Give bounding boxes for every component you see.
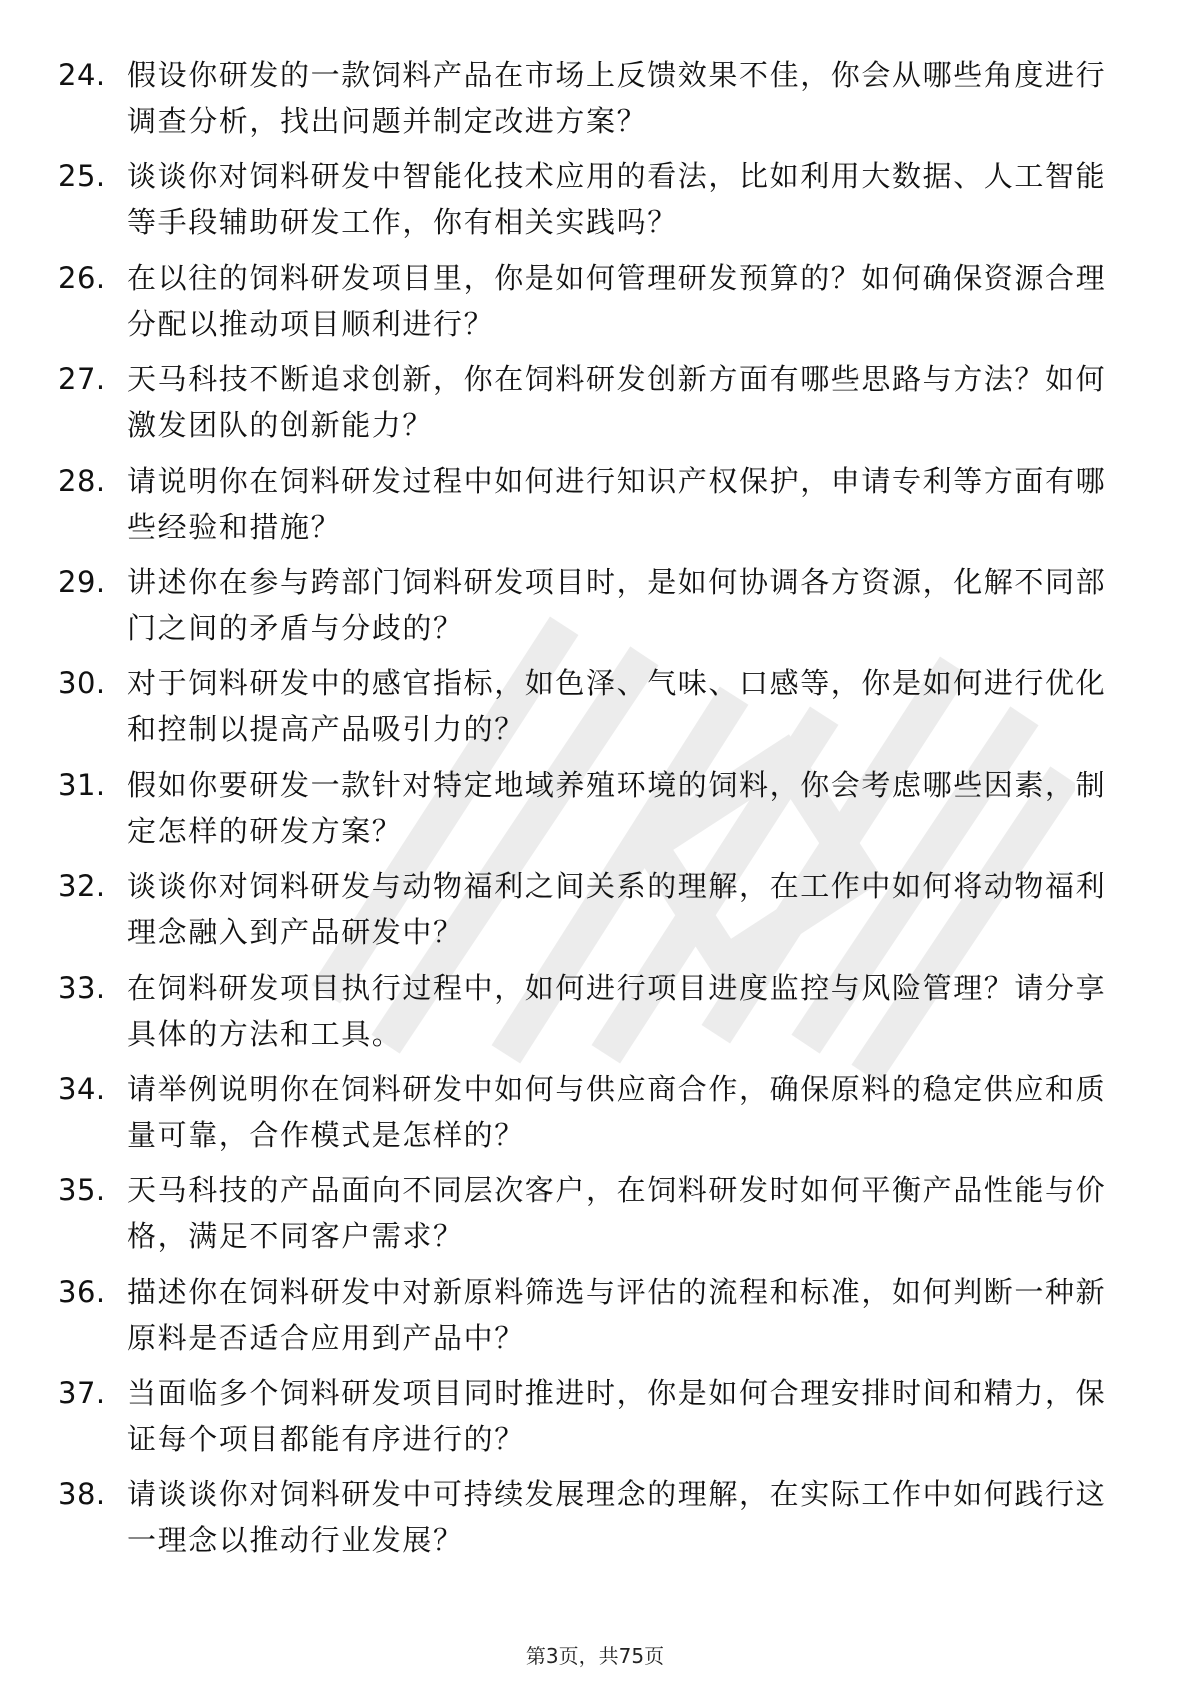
question-text: 对于饲料研发中的感官指标，如色泽、气味、口感等，你是如何进行优化和控制以提高产品吸引力的？	[127, 666, 1107, 747]
question-number: 29.	[58, 564, 106, 599]
question-text: 假设你研发的一款饲料产品在市场上反馈效果不佳，你会从哪些角度进行调查分析，找出问题并制定改进方案？	[127, 58, 1107, 138]
question-text: 请说明你在饲料研发过程中如何进行知识产权保护，申请专利等方面有哪些经验和措施？	[127, 463, 1107, 544]
question-item	[58, 1167, 1138, 1268]
question-text: 假如你要研发一款针对特定地域养殖环境的饲料，你会考虑哪些因素，制定怎样的研发方案？	[127, 767, 1107, 848]
question-text: 描述你在饲料研发中对新原料筛选与评估的流程和标准，如何判断一种新原料是否适合应用到产品中？	[127, 1274, 1107, 1355]
question-item	[58, 1471, 1138, 1572]
question-number: 35.	[58, 1173, 106, 1208]
question-number: 36.	[58, 1274, 106, 1309]
question-number: 30.	[58, 666, 106, 701]
question-text: 谈谈你对饲料研发中智能化技术应用的看法，比如利用大数据、人工智能等手段辅助研发工作，你有相关实践吗？	[127, 159, 1107, 240]
question-number: 34.	[58, 1071, 106, 1106]
question-item	[58, 559, 1138, 660]
question-text: 在以往的饲料研发项目里，你是如何管理研发预算的？如何确保资源合理分配以推动项目顺利进行？	[127, 260, 1107, 341]
question-text: 请谈谈你对饲料研发中可持续发展理念的理解，在实际工作中如何践行这一理念以推动行业发展？	[127, 1477, 1107, 1558]
question-item	[58, 1066, 1138, 1167]
question-number: 38.	[58, 1477, 106, 1512]
question-text: 请举例说明你在饲料研发中如何与供应商合作，确保原料的稳定供应和质量可靠，合作模式是怎样的？	[127, 1071, 1107, 1152]
question-number: 26.	[58, 260, 106, 295]
question-item	[58, 52, 1138, 153]
question-item	[58, 965, 1138, 1066]
question-item	[58, 458, 1138, 559]
question-list	[58, 52, 1138, 1573]
question-number: 32.	[58, 869, 106, 904]
question-item	[58, 762, 1138, 863]
question-item	[58, 356, 1138, 457]
question-text: 在饲料研发项目执行过程中，如何进行项目进度监控与风险管理？请分享具体的方法和工具。	[127, 970, 1107, 1051]
question-number: 33.	[58, 970, 106, 1005]
question-number: 28.	[58, 463, 106, 498]
question-item	[58, 863, 1138, 964]
question-number: 27.	[58, 362, 106, 397]
question-item	[58, 1269, 1138, 1370]
question-text: 当面临多个饲料研发项目同时推进时，你是如何合理安排时间和精力，保证每个项目都能有序进行的？	[127, 1376, 1107, 1457]
question-item	[58, 255, 1138, 356]
question-text: 天马科技不断追求创新，你在饲料研发创新方面有哪些思路与方法？如何激发团队的创新能力？	[127, 362, 1107, 443]
question-number: 31.	[58, 767, 106, 802]
question-item	[58, 1370, 1138, 1471]
question-text: 天马科技的产品面向不同层次客户，在饲料研发时如何平衡产品性能与价格，满足不同客户需求？	[127, 1173, 1107, 1254]
question-text: 讲述你在参与跨部门饲料研发项目时，是如何协调各方资源，化解不同部门之间的矛盾与分歧的？	[127, 564, 1107, 645]
question-item	[58, 660, 1138, 761]
question-number: 24.	[58, 58, 106, 92]
question-text: 谈谈你对饲料研发与动物福利之间关系的理解，在工作中如何将动物福利理念融入到产品研发中？	[127, 869, 1107, 950]
page-footer: 第3页，共75页	[525, 1644, 665, 1668]
question-number: 37.	[58, 1376, 106, 1411]
question-item	[58, 153, 1138, 254]
question-number: 25.	[58, 159, 106, 194]
